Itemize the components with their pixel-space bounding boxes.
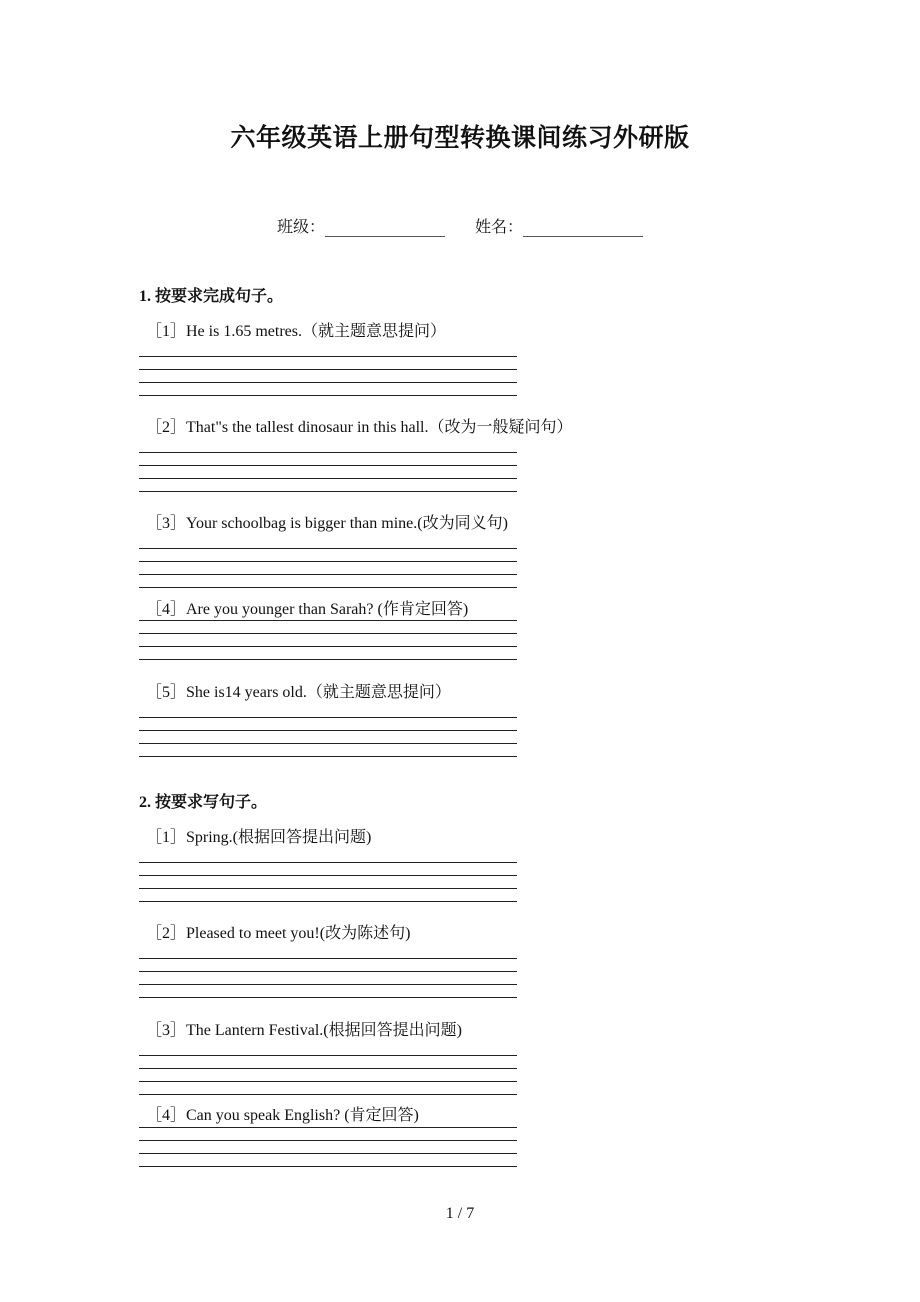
section-1-answer-4[interactable]	[139, 620, 517, 672]
section-2-question-1: ［1］Spring.(根据回答提出问题)	[146, 829, 372, 846]
answer-line[interactable]	[139, 888, 517, 889]
class-blank[interactable]	[325, 218, 445, 237]
answer-line[interactable]	[139, 1081, 517, 1082]
section-2-question-4: ［4］Can you speak English? (肯定回答)	[146, 1107, 419, 1124]
answer-line[interactable]	[139, 958, 517, 959]
section-2-question-2: ［2］Pleased to meet you!(改为陈述句)	[146, 925, 411, 942]
answer-line[interactable]	[139, 1166, 517, 1167]
answer-line[interactable]	[139, 561, 517, 562]
answer-line[interactable]	[139, 587, 517, 588]
answer-line[interactable]	[139, 1140, 517, 1141]
answer-line[interactable]	[139, 730, 517, 731]
section-1-heading: 1. 按要求完成句子。	[139, 288, 284, 305]
answer-line[interactable]	[139, 452, 517, 453]
answer-line[interactable]	[139, 984, 517, 985]
answer-line[interactable]	[139, 1055, 517, 1056]
student-info-row	[0, 214, 920, 237]
answer-line[interactable]	[139, 369, 517, 370]
answer-line[interactable]	[139, 756, 517, 757]
answer-line[interactable]	[139, 971, 517, 972]
section-2-question-3: ［3］The Lantern Festival.(根据回答提出问题)	[146, 1022, 462, 1039]
section-1-question-2: ［2］That"s the tallest dinosaur in this hall.（改为一般疑问句）	[146, 419, 573, 436]
section-2-heading: 2. 按要求写句子。	[139, 794, 268, 811]
answer-line[interactable]	[139, 620, 517, 621]
section-1-answer-2[interactable]	[139, 452, 517, 504]
section-1-question-4: ［4］Are you younger than Sarah? (作肯定回答)	[146, 601, 469, 618]
answer-line[interactable]	[139, 659, 517, 660]
section-2-answer-4[interactable]	[139, 1127, 517, 1179]
answer-line[interactable]	[139, 646, 517, 647]
answer-line[interactable]	[139, 997, 517, 998]
name-blank[interactable]	[523, 218, 643, 237]
answer-line[interactable]	[139, 717, 517, 718]
answer-line[interactable]	[139, 574, 517, 575]
class-label: 班级：	[276, 219, 325, 236]
answer-line[interactable]	[139, 395, 517, 396]
answer-line[interactable]	[139, 465, 517, 466]
page-number: 1 / 7	[445, 1205, 475, 1222]
section-1-answer-5[interactable]	[139, 717, 517, 769]
section-2-answer-2[interactable]	[139, 958, 517, 1010]
section-2-answer-3[interactable]	[139, 1055, 517, 1107]
answer-line[interactable]	[139, 743, 517, 744]
answer-line[interactable]	[139, 1094, 517, 1095]
answer-line[interactable]	[139, 862, 517, 863]
answer-line[interactable]	[139, 633, 517, 634]
answer-line[interactable]	[139, 1153, 517, 1154]
answer-line[interactable]	[139, 875, 517, 876]
answer-line[interactable]	[139, 382, 517, 383]
page-title: 六年级英语上册句型转换课间练习外研版	[230, 125, 690, 152]
section-2-answer-1[interactable]	[139, 862, 517, 914]
answer-line[interactable]	[139, 901, 517, 902]
section-1-answer-1[interactable]	[139, 356, 517, 408]
answer-line[interactable]	[139, 356, 517, 357]
answer-line[interactable]	[139, 548, 517, 549]
section-1-question-3: ［3］Your schoolbag is bigger than mine.(改为同义句)	[146, 515, 508, 532]
answer-line[interactable]	[139, 1068, 517, 1069]
section-1-question-1: ［1］He is 1.65 metres.（就主题意思提问）	[146, 323, 446, 340]
section-1-answer-3[interactable]	[139, 548, 517, 600]
answer-line[interactable]	[139, 491, 517, 492]
answer-line[interactable]	[139, 1127, 517, 1128]
name-label: 姓名：	[475, 219, 524, 236]
section-1-question-5: ［5］She is14 years old.（就主题意思提问）	[146, 684, 451, 701]
answer-line[interactable]	[139, 478, 517, 479]
